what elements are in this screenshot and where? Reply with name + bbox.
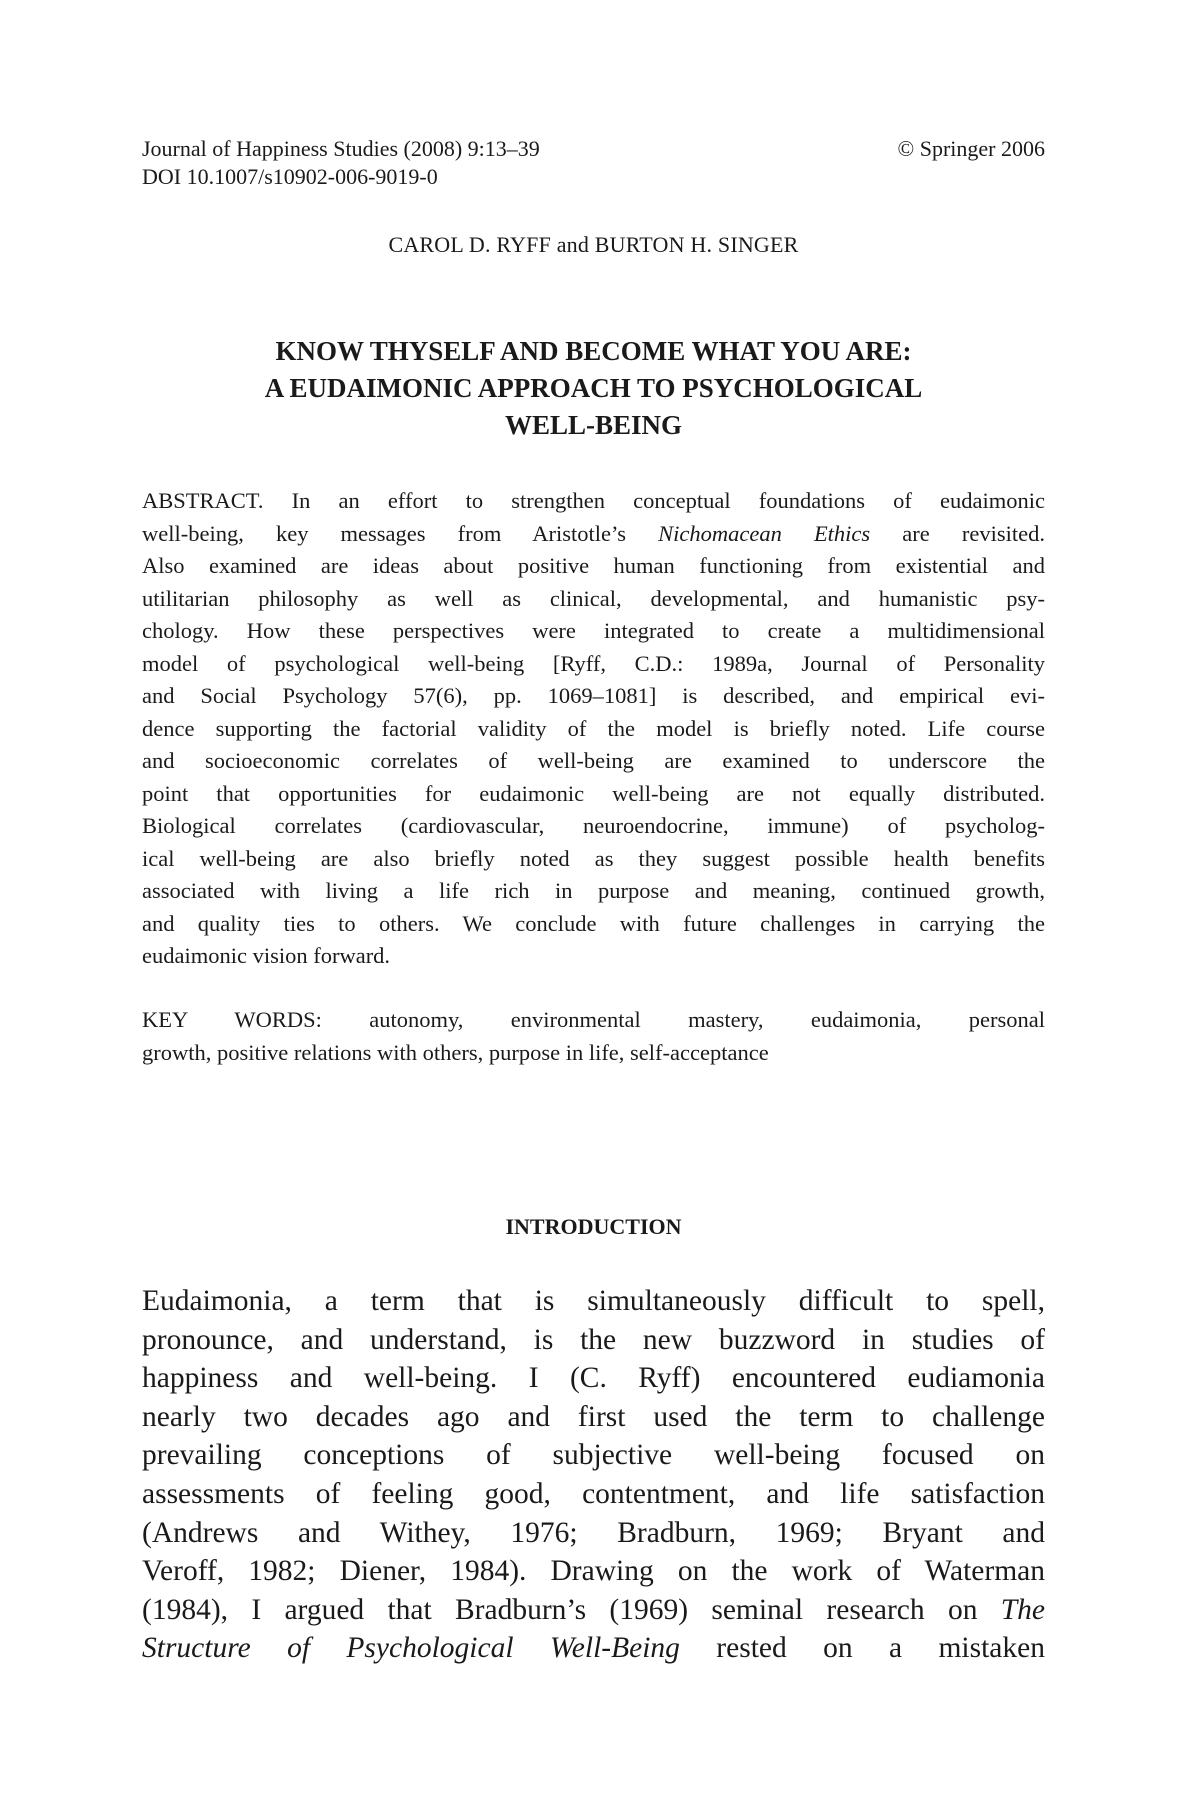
- abstract-line: and Social Psychology 57(6), pp. 1069–1081] is described, and empirical evi-: [142, 683, 1045, 708]
- book-title: The: [1000, 1593, 1045, 1626]
- abstract-line: associated with living a life rich in purpose and meaning, continued growth,: [142, 878, 1045, 903]
- abstract-line: chology. How these perspectives were integrated to create a multidimensional: [142, 618, 1045, 643]
- book-title: Structure of Psychological Well-Being: [142, 1632, 680, 1665]
- doi: DOI 10.1007/s10902-006-9019-0: [142, 164, 438, 189]
- keywords: [142, 1003, 1045, 1069]
- book-title: Nichomacean Ethics: [658, 520, 871, 546]
- copyright: © Springer 2006: [897, 136, 1045, 161]
- abstract-line: well-being, key messages from Aristotle’s Nichomacean Ethics are revisited.: [142, 520, 1045, 546]
- body-line: prevailing conceptions of subjective well-being focused on: [142, 1439, 1045, 1472]
- body-line: nearly two decades ago and first used the term to challenge: [142, 1400, 1045, 1433]
- abstract-line: and socioeconomic correlates of well-being are examined to underscore the: [142, 748, 1045, 773]
- journal-citation: Journal of Happiness Studies (2008) 9:13–39: [142, 136, 540, 161]
- body-line: Structure of Psychological Well-Being rested on a mistaken: [142, 1632, 1045, 1665]
- abstract-line: Also examined are ideas about positive human functioning from existential and: [142, 553, 1045, 578]
- title-line: KNOW THYSELF AND BECOME WHAT YOU ARE:: [275, 336, 912, 366]
- body-line: Veroff, 1982; Diener, 1984). Drawing on the work of Waterman: [142, 1555, 1045, 1588]
- section-heading: INTRODUCTION: [505, 1214, 682, 1239]
- body-line: Eudaimonia, a term that is simultaneously difficult to spell,: [142, 1285, 1045, 1317]
- abstract-line: ical well-being are also briefly noted as they suggest possible health benefits: [142, 845, 1045, 871]
- body-line: (Andrews and Withey, 1976; Bradburn, 1969; Bryant and: [142, 1516, 1045, 1549]
- abstract-line: Biological correlates (cardiovascular, neuroendocrine, immune) of psycholog-: [142, 813, 1045, 838]
- keywords-line: KEY WORDS: autonomy, environmental mastery, eudaimonia, personal: [142, 1007, 1046, 1032]
- introduction-body: [142, 1282, 1045, 1668]
- abstract-line: and quality ties to others. We conclude with future challenges in carrying the: [142, 910, 1045, 936]
- body-line: (1984), I argued that Bradburn’s (1969) seminal research on The: [142, 1593, 1045, 1626]
- title-line: A EUDAIMONIC APPROACH TO PSYCHOLOGICAL: [264, 373, 923, 403]
- body-line: assessments of feeling good, contentment, and life satisfaction: [142, 1477, 1045, 1510]
- keywords-line: growth, positive relations with others, purpose in life, self-acceptance: [142, 1040, 769, 1065]
- authors: CAROL D. RYFF and BURTON H. SINGER: [388, 232, 799, 257]
- keywords-label: KEY WORDS:: [142, 1007, 322, 1032]
- abstract-line: ABSTRACT. In an effort to strengthen conceptual foundations of eudaimonic: [142, 488, 1045, 513]
- abstract-line: model of psychological well-being [Ryff, C.D.: 1989a, Journal of Personality: [142, 650, 1045, 676]
- body-line: happiness and well-being. I (C. Ryff) encountered eudiamonia: [142, 1362, 1045, 1395]
- abstract-label: ABSTRACT.: [142, 488, 264, 513]
- abstract-line: dence supporting the factorial validity of the model is briefly noted. Life course: [142, 715, 1045, 741]
- abstract-line: utilitarian philosophy as well as clinical, developmental, and humanistic psy-: [142, 585, 1045, 611]
- abstract: [142, 485, 1045, 973]
- body-line: pronounce, and understand, is the new buzzword in studies of: [142, 1323, 1045, 1356]
- abstract-line: point that opportunities for eudaimonic well-being are not equally distributed.: [142, 780, 1045, 806]
- title-line: WELL-BEING: [504, 410, 683, 440]
- paper-title: [142, 333, 1045, 444]
- abstract-line: eudaimonic vision forward.: [142, 943, 391, 968]
